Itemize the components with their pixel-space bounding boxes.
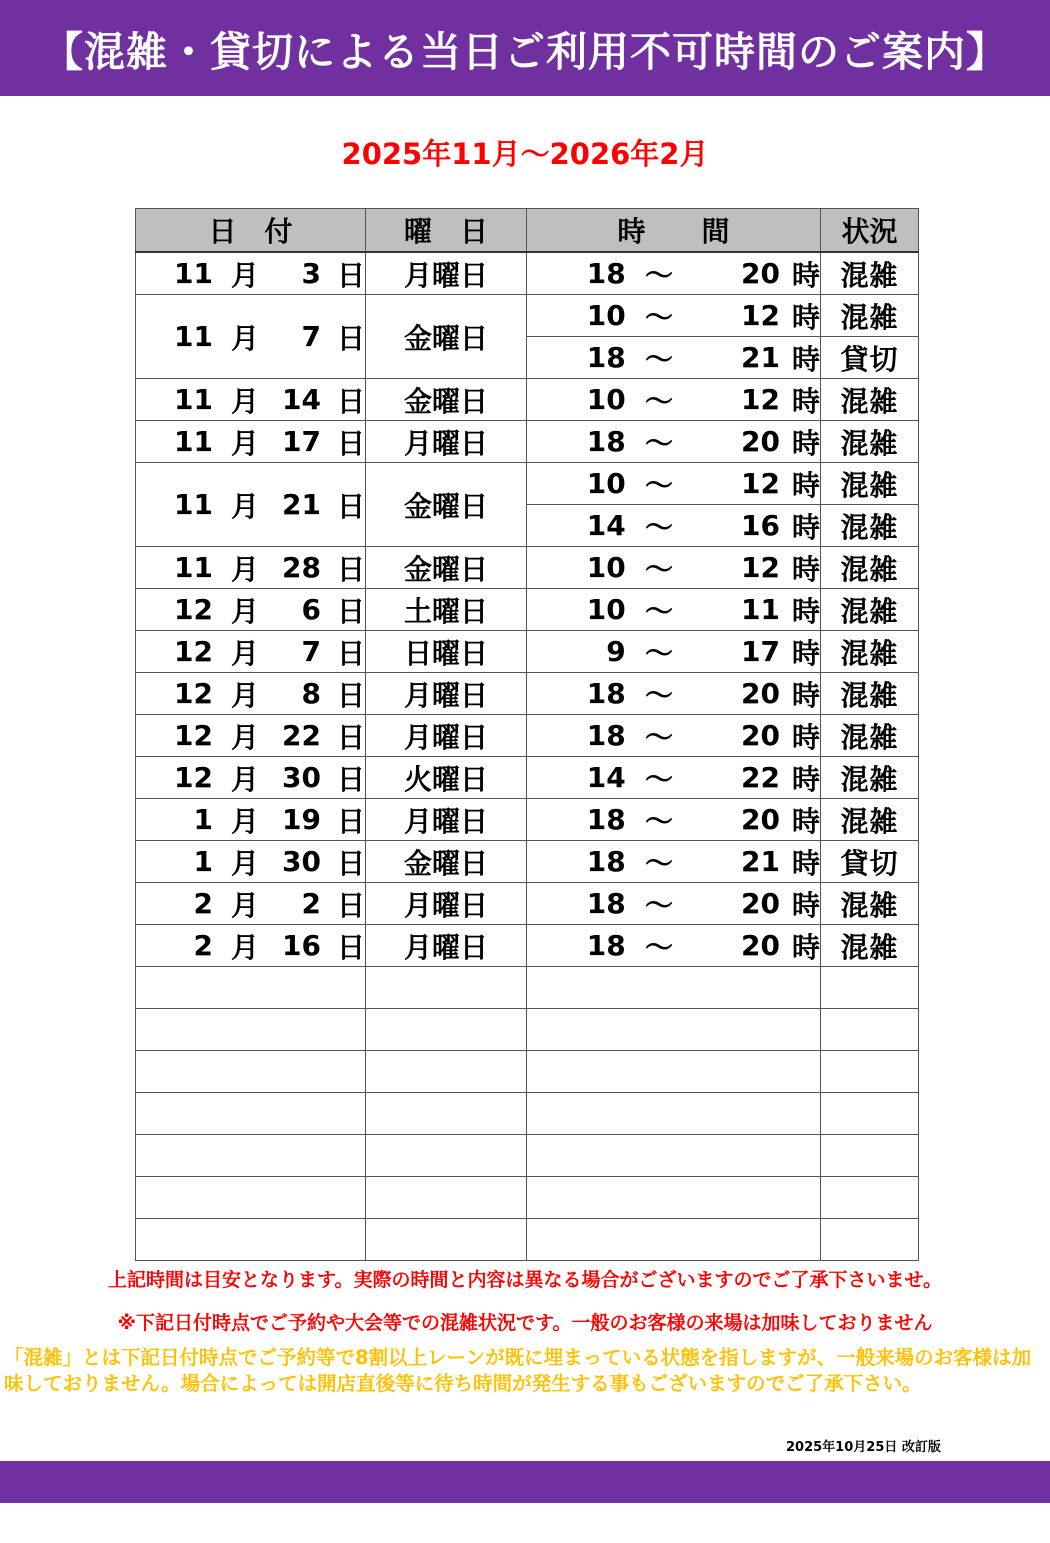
hour-unit: 時 [791,636,820,670]
day-unit: 日 [336,804,365,838]
end-hour: 21 [741,341,780,374]
header-status: 状況 [821,209,919,253]
date-cell [136,421,366,463]
weekday-cell: 月曜日 [366,799,527,841]
table-row [136,547,919,589]
date-cell [136,673,366,715]
table-row [136,589,919,631]
status-badge: 貸切 [821,337,919,379]
hour-unit: 時 [791,678,820,712]
month-value: 11 [174,488,214,521]
time-cell [527,631,821,673]
day-value: 17 [282,425,321,458]
empty-cell [821,1093,919,1135]
month-value: 12 [174,635,214,668]
time-cell [527,421,821,463]
table-row [136,673,919,715]
day-unit: 日 [336,594,365,628]
day-unit: 日 [336,846,365,880]
date-cell [136,883,366,925]
header-weekday: 曜 日 [366,209,527,253]
date-cell [136,799,366,841]
status-badge: 混雑 [821,421,919,463]
day-value: 30 [282,761,321,794]
day-unit: 日 [336,636,365,670]
hour-unit: 時 [791,720,820,754]
table-row [136,252,919,295]
status-badge: 混雑 [821,925,919,967]
empty-cell [366,1219,527,1261]
empty-row [136,1093,919,1135]
date-cell [136,715,366,757]
status-badge: 混雑 [821,799,919,841]
hour-unit: 時 [791,552,820,586]
day-value: 7 [301,320,321,353]
month-unit: 月 [231,594,260,628]
hour-unit: 時 [791,258,820,292]
end-hour: 12 [741,299,780,332]
month-value: 2 [193,929,214,962]
month-value: 12 [174,761,214,794]
day-value: 14 [282,383,321,416]
day-unit: 日 [336,678,365,712]
tilde: ～ [645,552,674,586]
status-badge: 混雑 [821,505,919,547]
tilde: ～ [645,804,674,838]
hour-unit: 時 [791,426,820,460]
tilde: ～ [645,762,674,796]
hour-unit: 時 [791,468,820,502]
hour-unit: 時 [791,510,820,544]
note-estimate: 上記時間は目安となります。実際の時間と内容は異なる場合がございますのでご了承下さいませ。 [108,1269,942,1291]
empty-cell [821,1009,919,1051]
empty-cell [136,1093,366,1135]
date-cell [136,463,366,547]
start-hour: 10 [586,383,626,416]
start-hour: 10 [586,467,626,500]
month-unit: 月 [231,489,260,523]
month-unit: 月 [231,888,260,922]
tilde: ～ [645,342,674,376]
schedule-body [136,252,919,1261]
empty-cell [821,1135,919,1177]
hour-unit: 時 [791,930,820,964]
start-hour: 10 [586,299,626,332]
month-value: 11 [174,383,214,416]
hour-unit: 時 [791,762,820,796]
time-cell [527,841,821,883]
weekday-cell: 月曜日 [366,925,527,967]
empty-cell [366,1135,527,1177]
empty-cell [821,1219,919,1261]
month-unit: 月 [231,552,260,586]
empty-cell [821,967,919,1009]
day-value: 30 [282,845,321,878]
page-title: 【混雑・貸切による当日ご利用不可時間のご案内】 [0,0,1050,96]
time-cell [527,757,821,799]
table-row [136,715,919,757]
date-cell [136,589,366,631]
hour-unit: 時 [791,846,820,880]
day-unit: 日 [336,321,365,355]
status-badge: 混雑 [821,463,919,505]
empty-cell [527,1219,821,1261]
time-cell [527,547,821,589]
status-badge: 混雑 [821,295,919,337]
table-row [136,379,919,421]
weekday-cell: 金曜日 [366,547,527,589]
table-row [136,631,919,673]
empty-cell [821,1177,919,1219]
empty-cell [527,1177,821,1219]
day-unit: 日 [336,489,365,523]
tilde: ～ [645,678,674,712]
time-cell [527,673,821,715]
start-hour: 14 [586,509,626,542]
end-hour: 12 [741,467,780,500]
end-hour: 12 [741,551,780,584]
end-hour: 11 [741,593,780,626]
day-value: 19 [282,803,321,836]
day-unit: 日 [336,258,365,292]
month-unit: 月 [231,258,260,292]
end-hour: 20 [741,803,780,836]
month-value: 11 [174,320,214,353]
weekday-cell: 日曜日 [366,631,527,673]
day-unit: 日 [336,426,365,460]
day-value: 8 [301,677,321,710]
time-cell [527,883,821,925]
empty-cell [366,1009,527,1051]
date-cell [136,841,366,883]
time-cell [527,252,821,295]
header-date: 日 付 [136,209,366,253]
day-value: 21 [282,488,321,521]
weekday-cell: 金曜日 [366,379,527,421]
month-unit: 月 [231,636,260,670]
end-hour: 12 [741,383,780,416]
day-unit: 日 [336,384,365,418]
empty-row [136,1051,919,1093]
end-hour: 20 [741,887,780,920]
month-value: 1 [193,803,214,836]
table-row [136,295,919,337]
month-value: 11 [174,425,214,458]
weekday-cell: 土曜日 [366,589,527,631]
status-badge: 混雑 [821,547,919,589]
status-badge: 混雑 [821,883,919,925]
empty-cell [527,967,821,1009]
note-reservation: ※下記日付時点でご予約や大会等での混雑状況です。一般のお客様の来場は加味しておりません [117,1312,933,1334]
status-badge: 混雑 [821,379,919,421]
month-unit: 月 [231,762,260,796]
month-unit: 月 [231,804,260,838]
empty-row [136,1135,919,1177]
end-hour: 22 [741,761,780,794]
schedule-table [135,208,919,1261]
revision-date: 2025年10月25日 改訂版 [786,1440,941,1455]
hour-unit: 時 [791,384,820,418]
empty-row [136,1177,919,1219]
period-heading: 2025年11月～2026年2月 [341,137,709,171]
tilde: ～ [645,258,674,292]
table-row [136,883,919,925]
start-hour: 18 [586,929,626,962]
table-row [136,925,919,967]
empty-cell [527,1009,821,1051]
tilde: ～ [645,636,674,670]
month-value: 2 [193,887,214,920]
month-unit: 月 [231,930,260,964]
empty-row [136,1009,919,1051]
empty-cell [366,1177,527,1219]
day-unit: 日 [336,552,365,586]
table-header-row [136,209,919,253]
time-cell [527,589,821,631]
day-value: 22 [282,719,321,752]
tilde: ～ [645,594,674,628]
note-busy-definition: 「混雑」とは下記日付時点でご予約等で8割以上レーンが既に埋まっている状態を指しますが、一般来場のお客様は加味しておりません。場合によっては開店直後等に待ち時間が発生する事もございますのでご了承下さい。 [4,1346,1032,1395]
weekday-cell: 金曜日 [366,841,527,883]
day-value: 28 [282,551,321,584]
date-cell [136,757,366,799]
month-unit: 月 [231,384,260,418]
time-cell [527,379,821,421]
hour-unit: 時 [791,342,820,376]
month-value: 12 [174,719,214,752]
date-cell [136,379,366,421]
end-hour: 20 [741,929,780,962]
footer-bar [0,1461,1050,1503]
weekday-cell: 金曜日 [366,295,527,379]
month-unit: 月 [231,678,260,712]
weekday-cell: 月曜日 [366,883,527,925]
table-row [136,799,919,841]
end-hour: 16 [741,509,780,542]
time-cell [527,505,821,547]
tilde: ～ [645,846,674,880]
empty-cell [136,1051,366,1093]
start-hour: 18 [586,257,626,290]
end-hour: 20 [741,677,780,710]
weekday-cell: 月曜日 [366,715,527,757]
tilde: ～ [645,468,674,502]
start-hour: 18 [586,887,626,920]
tilde: ～ [645,720,674,754]
time-cell [527,925,821,967]
day-value: 7 [301,635,321,668]
time-cell [527,715,821,757]
status-badge: 混雑 [821,715,919,757]
date-cell [136,252,366,295]
month-unit: 月 [231,720,260,754]
table-row [136,421,919,463]
weekday-cell: 金曜日 [366,463,527,547]
weekday-cell: 月曜日 [366,673,527,715]
date-cell [136,925,366,967]
end-hour: 21 [741,845,780,878]
day-value: 16 [282,929,321,962]
date-cell [136,295,366,379]
empty-cell [527,1135,821,1177]
empty-cell [136,1135,366,1177]
status-badge: 混雑 [821,252,919,295]
status-badge: 混雑 [821,673,919,715]
status-badge: 混雑 [821,631,919,673]
hour-unit: 時 [791,804,820,838]
empty-cell [136,1009,366,1051]
tilde: ～ [645,888,674,922]
time-cell [527,295,821,337]
tilde: ～ [645,930,674,964]
empty-cell [136,1219,366,1261]
date-cell [136,547,366,589]
day-value: 6 [301,593,321,626]
empty-cell [527,1093,821,1135]
start-hour: 18 [586,845,626,878]
tilde: ～ [645,510,674,544]
table-row [136,463,919,505]
start-hour: 9 [606,635,626,668]
table-row [136,841,919,883]
end-hour: 20 [741,257,780,290]
start-hour: 18 [586,341,626,374]
time-cell [527,799,821,841]
time-cell [527,337,821,379]
status-badge: 混雑 [821,757,919,799]
start-hour: 18 [586,677,626,710]
empty-cell [366,1051,527,1093]
month-value: 11 [174,551,214,584]
month-value: 12 [174,677,214,710]
hour-unit: 時 [791,888,820,922]
start-hour: 18 [586,425,626,458]
end-hour: 20 [741,719,780,752]
empty-row [136,1219,919,1261]
tilde: ～ [645,384,674,418]
month-unit: 月 [231,846,260,880]
weekday-cell: 月曜日 [366,252,527,295]
day-unit: 日 [336,888,365,922]
header-time: 時 間 [527,209,821,253]
start-hour: 14 [586,761,626,794]
weekday-cell: 月曜日 [366,421,527,463]
empty-cell [821,1051,919,1093]
empty-cell [136,1177,366,1219]
day-unit: 日 [336,720,365,754]
status-badge: 貸切 [821,841,919,883]
month-value: 12 [174,593,214,626]
month-unit: 月 [231,321,260,355]
start-hour: 18 [586,803,626,836]
time-cell [527,463,821,505]
day-unit: 日 [336,762,365,796]
start-hour: 10 [586,593,626,626]
month-value: 1 [193,845,214,878]
hour-unit: 時 [791,594,820,628]
hour-unit: 時 [791,300,820,334]
end-hour: 17 [741,635,780,668]
empty-cell [366,967,527,1009]
empty-cell [527,1051,821,1093]
date-cell [136,631,366,673]
month-unit: 月 [231,426,260,460]
end-hour: 20 [741,425,780,458]
tilde: ～ [645,426,674,460]
month-value: 11 [174,257,214,290]
table-row [136,757,919,799]
day-value: 3 [301,257,321,290]
weekday-cell: 火曜日 [366,757,527,799]
day-unit: 日 [336,930,365,964]
start-hour: 10 [586,551,626,584]
empty-row [136,967,919,1009]
empty-cell [136,967,366,1009]
tilde: ～ [645,300,674,334]
start-hour: 18 [586,719,626,752]
status-badge: 混雑 [821,589,919,631]
day-value: 2 [301,887,321,920]
empty-cell [366,1093,527,1135]
